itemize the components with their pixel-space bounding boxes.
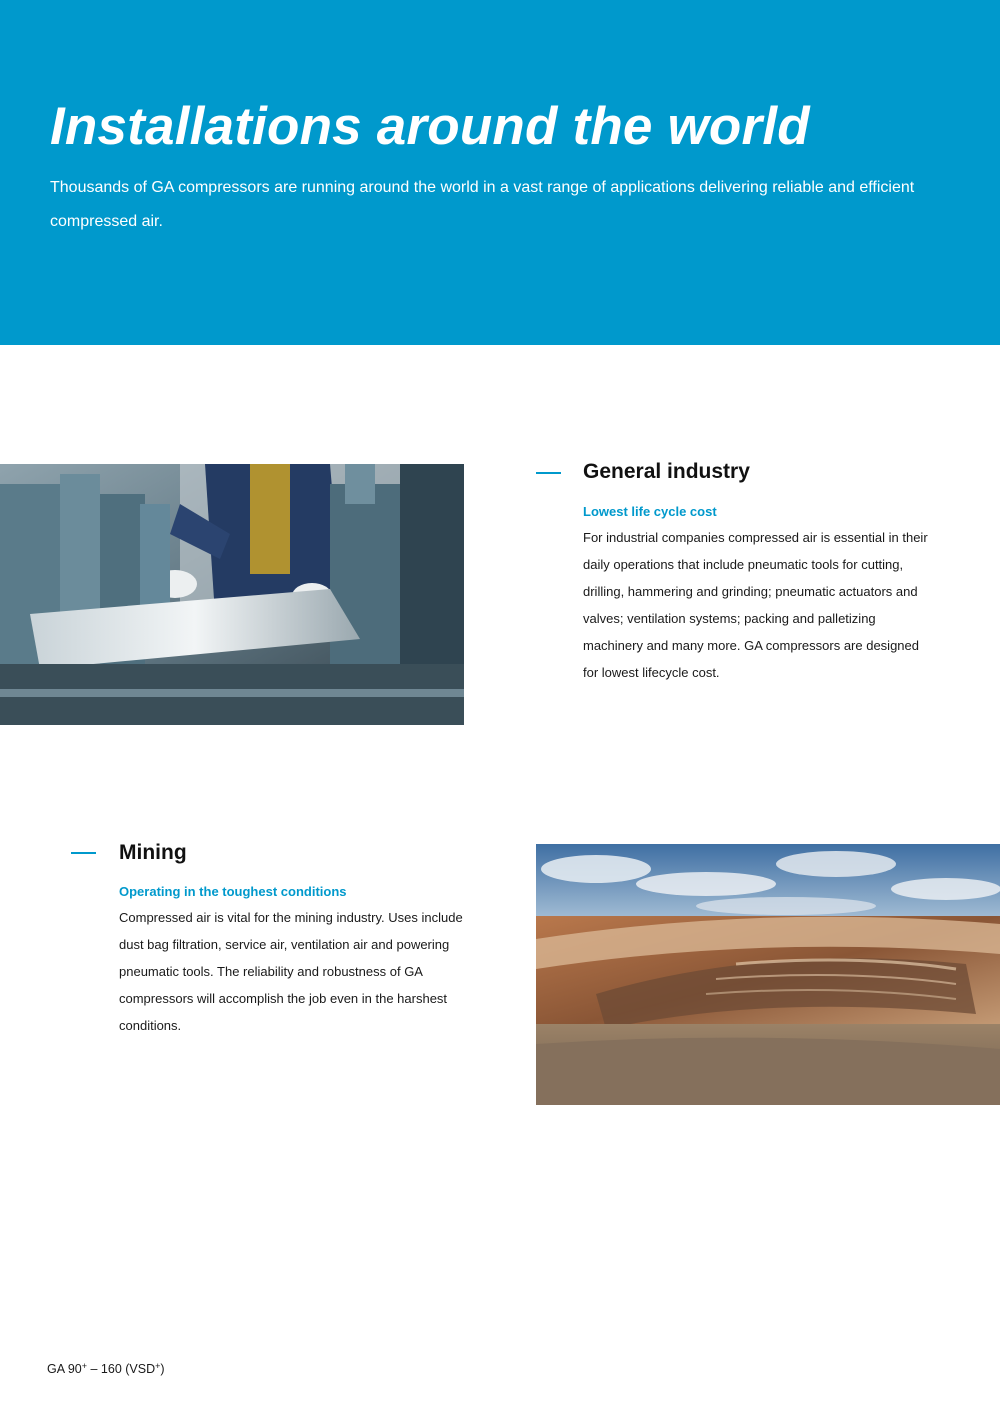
- footer-model-label: [47, 1361, 165, 1376]
- footer-model-prefix: GA 90: [47, 1362, 82, 1376]
- hero-banner: [0, 0, 1000, 345]
- footer-plus-sign-2: +: [155, 1361, 161, 1371]
- footer-plus-sign: +: [81, 1361, 88, 1371]
- footer-closing: ): [160, 1362, 165, 1376]
- mining-subheading: Operating in the toughest conditions: [119, 884, 347, 899]
- general-industry-heading: General industry: [583, 460, 750, 483]
- general-industry-body: For industrial companies compressed air is essential in their daily operations that include pneumatic tools for cutting, drilling, hammering and grinding; pneumatic actuators and valves; ventilation systems; packing and palletizing machinery and many more. GA compressors are designed for lowest lifecycle cost.: [583, 530, 928, 680]
- general-industry-subheading: Lowest life cycle cost: [583, 504, 717, 519]
- page-title: Installations around the world: [50, 97, 810, 156]
- mining-dash: [71, 852, 96, 854]
- general-industry-photo: [0, 464, 464, 725]
- mining-heading: Mining: [119, 841, 187, 864]
- mining-body: Compressed air is vital for the mining industry. Uses include dust bag filtration, service air, ventilation air and powering pneumatic tools. The reliability and robustness of GA compressors will accomplish the job even in the harshest conditions.: [119, 910, 463, 1033]
- general-industry-dash: [536, 472, 561, 474]
- footer-range-text: – 160 (VSD: [87, 1362, 156, 1376]
- mining-photo: [536, 844, 1000, 1105]
- page-intro: Thousands of GA compressors are running around the world in a vast range of applications delivering reliable and efficient compressed air.: [50, 179, 915, 230]
